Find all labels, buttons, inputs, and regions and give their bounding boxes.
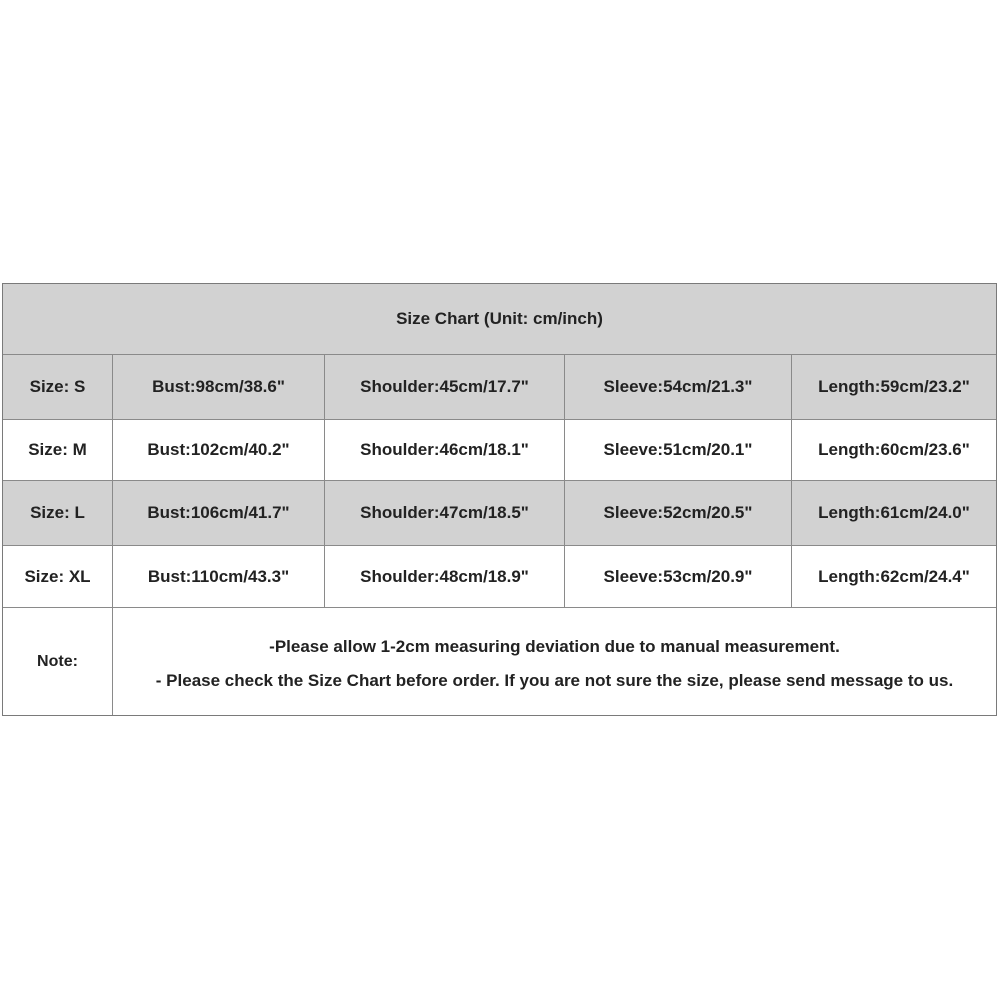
bust-cell: Bust:98cm/38.6" [113, 355, 325, 419]
size-label-cell: Size: L [3, 481, 113, 545]
size-label-cell: Size: S [3, 355, 113, 419]
note-line: - Please check the Size Chart before order. If you are not sure the size, please send message to us. [155, 670, 954, 690]
bust-cell: Bust:110cm/43.3" [113, 546, 325, 607]
size-label-cell: Size: XL [3, 546, 113, 607]
length-cell: Length:62cm/24.4" [818, 566, 970, 586]
size-label-cell: Size: M [3, 420, 113, 480]
length-cell: Length:60cm/23.6" [818, 440, 970, 459]
shoulder-cell: Shoulder:47cm/18.5" [325, 481, 565, 545]
shoulder-cell: Shoulder:45cm/17.7" [325, 355, 565, 419]
sleeve-cell: Sleeve:53cm/20.9" [565, 546, 792, 607]
length-cell: Length:61cm/24.0" [818, 503, 970, 522]
sleeve-cell: Sleeve:51cm/20.1" [565, 420, 792, 480]
size-chart-title: Size Chart (Unit: cm/inch) [396, 309, 603, 328]
size-chart-header-row [3, 284, 996, 355]
bust-cell: Bust:102cm/40.2" [113, 420, 325, 480]
shoulder-cell: Shoulder:48cm/18.9" [325, 546, 565, 607]
size-row-s [3, 355, 996, 420]
size-row-m [3, 420, 996, 481]
sleeve-cell: Sleeve:52cm/20.5" [565, 481, 792, 545]
note-row [3, 608, 996, 715]
size-row-l [3, 481, 996, 546]
note-line: -Please allow 1-2cm measuring deviation due to manual measurement. [269, 636, 840, 656]
bust-cell: Bust:106cm/41.7" [113, 481, 325, 545]
size-chart-table [2, 283, 997, 716]
sleeve-cell: Sleeve:54cm/21.3" [565, 355, 792, 419]
length-cell: Length:59cm/23.2" [818, 377, 970, 396]
size-row-xl [3, 546, 996, 608]
shoulder-cell: Shoulder:46cm/18.1" [325, 420, 565, 480]
note-body [113, 608, 996, 715]
note-label: Note: [3, 608, 113, 715]
